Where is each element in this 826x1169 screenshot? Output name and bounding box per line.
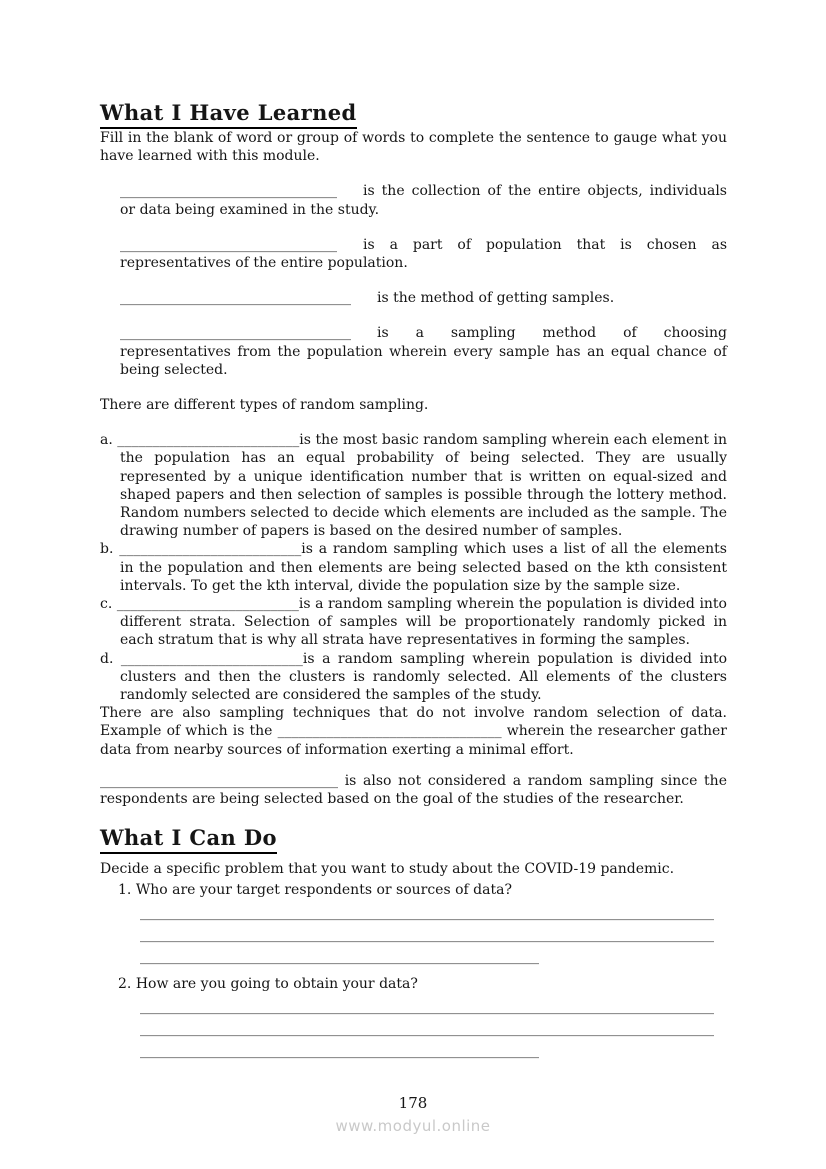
answer-line: _________________________________________________________ xyxy=(140,948,539,965)
item-text: is a random sampling wherein the population is divided into different strata. Selection of samples will be proportionately randomly picked in each stratum that is why all strata have representatives in forming the samples. xyxy=(120,596,727,649)
page-content xyxy=(100,100,727,1069)
answer-lines-group xyxy=(100,996,727,1062)
heading-text: What I Can Do xyxy=(100,825,277,854)
answer-line: __________________________________________________________________________________ xyxy=(140,904,714,921)
item-label: d. xyxy=(100,650,114,667)
answer-blank: __________________________ xyxy=(119,541,302,558)
sampling-type-item-d xyxy=(100,650,727,705)
question-number: 2. xyxy=(118,975,132,992)
item-text: is a random sampling which uses a list of all the elements in the population and then elements are being selected based on the kth consistent intervals. To get the kth interval, divide the population size by the sample size. xyxy=(120,541,727,594)
heading-text: What I Have Learned xyxy=(100,100,357,129)
watermark-text: www.modyul.online xyxy=(335,1117,491,1135)
item-label: c. xyxy=(100,596,113,613)
answer-blank: __________________________________ xyxy=(100,772,338,789)
types-intro-paragraph: There are different types of random sampling. xyxy=(100,397,429,414)
sentence-text: is a part of population that is chosen as representatives of the entire population. xyxy=(120,236,727,272)
question-number: 1. xyxy=(118,881,132,898)
answer-blank: ________________________________ xyxy=(277,723,502,740)
sampling-type-item-c xyxy=(100,595,727,650)
answer-blank: _______________________________ xyxy=(120,183,337,200)
question-block-1 xyxy=(100,881,727,968)
learned-intro-paragraph: Fill in the blank of word or group of words to complete the sentence to gauge what you have learned with this module. xyxy=(100,130,727,165)
question-text: How are you going to obtain your data? xyxy=(135,975,418,992)
sentence-text: There are also sampling techniques that do not involve random selection of data. Example of which is the xyxy=(100,705,727,740)
sentence-text: wherein the researcher gather data from nearby sources of information exerting a minimal effort. xyxy=(100,723,727,758)
question-text: Who are your target respondents or sources of data? xyxy=(135,881,512,898)
sampling-type-item-b xyxy=(100,540,727,595)
answer-line: __________________________________________________________________________________ xyxy=(140,998,714,1015)
sentence-text: is a sampling method of choosing representatives from the population wherein every sample has an equal chance of being selected. xyxy=(120,325,727,378)
sentence-text: is also not considered a random sampling since the respondents are being selected based on the goal of the studies of the researcher. xyxy=(100,772,727,808)
nonrandom-paragraph xyxy=(100,704,727,759)
cando-intro-paragraph: Decide a specific problem that you want to study about the COVID-19 pandemic. xyxy=(100,861,675,878)
answer-blank: _________________________________ xyxy=(120,290,351,307)
answer-line: _________________________________________________________ xyxy=(140,1042,539,1059)
question-line xyxy=(100,881,727,899)
answer-line: __________________________________________________________________________________ xyxy=(140,926,714,943)
answer-lines-group xyxy=(100,902,727,968)
answer-blank: _________________________________ xyxy=(120,325,351,342)
sentence-text: is the method of getting samples. xyxy=(377,290,615,307)
answer-blank: __________________________ xyxy=(116,596,299,613)
fill-blank-sentence-2 xyxy=(100,236,727,272)
item-text: is the most basic random sampling wherein each element in the population has an equal probability of being selected. They are usually represented by a unique identification number that is written on equal-sized and shaped papers and then selection of samples is possible through the lottery method. Random numbers selected to decide which elements are included as the sample. The drawing number of papers is based on the desired number of samples. xyxy=(120,432,728,540)
item-text: is a random sampling wherein population is divided into clusters and then the clusters is randomly selected. All elements of the clusters randomly selected are considered the samples of the study. xyxy=(120,650,728,704)
fill-blank-sentence-1 xyxy=(100,182,727,218)
sentence-text: is the collection of the entire objects, individuals or data being examined in the study. xyxy=(120,183,727,218)
fill-blank-sentence-4 xyxy=(100,324,727,379)
item-label: b. xyxy=(100,541,114,558)
item-label: a. xyxy=(100,432,113,449)
section-heading-what-i-can-do xyxy=(100,825,727,854)
fill-blank-sentence-3 xyxy=(100,289,727,307)
answer-blank: __________________________ xyxy=(120,650,303,667)
question-block-2 xyxy=(100,975,727,1062)
purposive-paragraph xyxy=(100,772,727,808)
question-line xyxy=(100,975,727,993)
answer-line: __________________________________________________________________________________ xyxy=(140,1020,714,1037)
section-heading-what-i-have-learned xyxy=(100,100,727,129)
answer-blank: __________________________ xyxy=(117,432,300,449)
sampling-type-item-a xyxy=(100,431,727,540)
answer-blank: _______________________________ xyxy=(120,236,337,253)
page-number: 178 xyxy=(398,1094,428,1112)
